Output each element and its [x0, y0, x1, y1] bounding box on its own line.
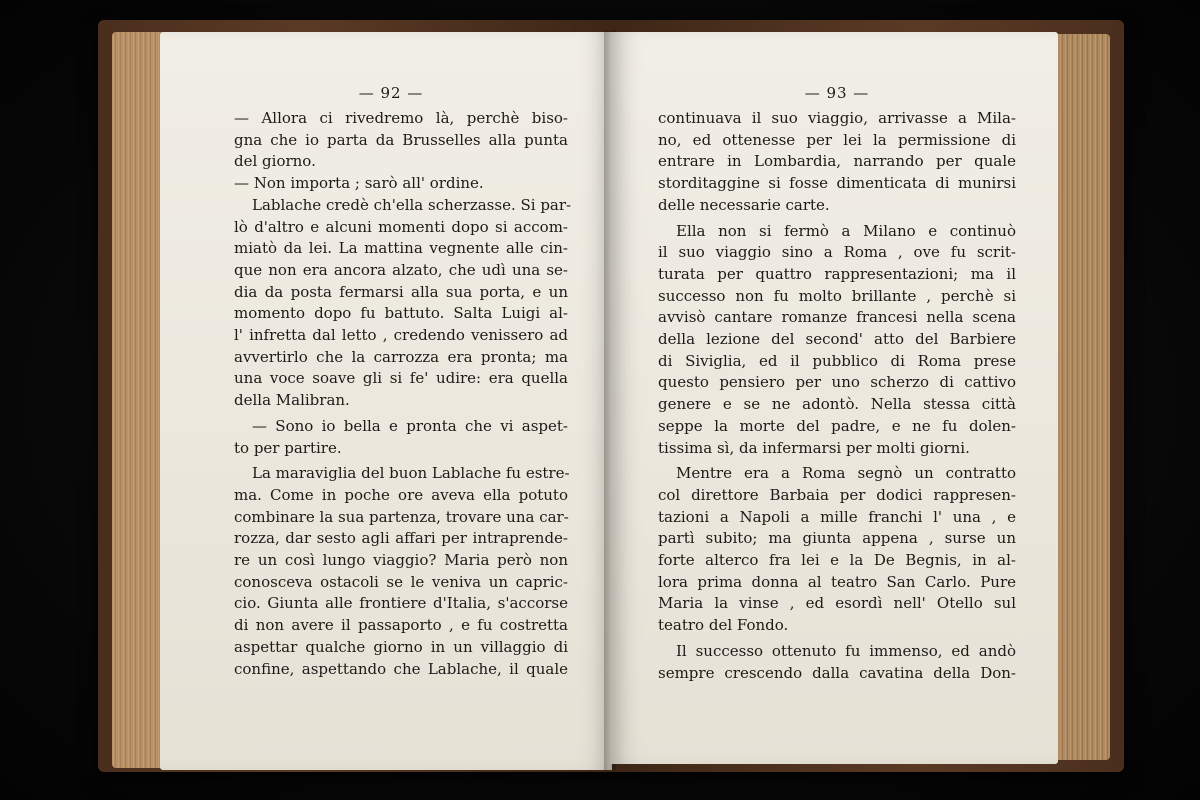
text-line: gna che io parta da Brusselles alla punta: [234, 130, 568, 149]
text-line: partì subito; ma giunta appena , surse un: [658, 529, 1016, 548]
text-line: entrare in Lombardia, narrando per quale: [658, 152, 1016, 171]
text-line: una voce soave gli si fe' udire: era quella: [234, 369, 568, 388]
text-line: ma. Come in poche ore aveva ella potuto: [234, 485, 568, 504]
text-line: Mentre era a Roma segnò un contratto: [676, 464, 1016, 483]
text-line: tazioni a Napoli a mille franchi l' una , e: [658, 507, 1016, 526]
text-line: delle necessarie carte.: [658, 195, 830, 214]
text-line: sempre crescendo dalla cavatina della Don-: [658, 663, 1016, 682]
text-line: conosceva ostacoli se le veniva un capric-: [234, 572, 568, 591]
text-line: lò d'altro e alcuni momenti dopo si accom-: [234, 217, 568, 236]
text-line: Ella non si fermò a Milano e continuò: [676, 221, 1016, 240]
left-page: [160, 32, 612, 770]
text-line: storditaggine si fosse dimenticata di munirsi: [658, 174, 1016, 193]
text-line: Il successo ottenuto fu immenso, ed andò: [676, 641, 1016, 660]
right-page-edges: [1054, 34, 1110, 760]
text-line: questo pensiero per uno scherzo di cattivo: [658, 373, 1016, 392]
text-line: tissima sì, da infermarsi per molti giorni.: [658, 438, 970, 457]
right-page: [610, 32, 1058, 764]
text-line: della lezione del second' atto del Barbiere: [658, 330, 1016, 349]
text-line: forte alterco fra lei e la De Begnis, in al-: [658, 551, 1016, 570]
text-line: dia da posta fermarsi alla sua porta, e un: [234, 282, 568, 301]
text-line: — Non importa ; sarò all' ordine.: [234, 174, 484, 193]
text-line: miatò da lei. La mattina vegnente alle cin-: [234, 239, 568, 258]
text-line: Lablache credè ch'ella scherzasse. Si par-: [252, 195, 572, 214]
text-line: rozza, dar sesto agli affari per intraprende-: [234, 529, 568, 548]
text-line: aspettar qualche giorno in un villaggio di: [234, 637, 568, 656]
text-line: re un così lungo viaggio? Maria però non: [234, 551, 568, 570]
text-line: turata per quattro rappresentazioni; ma il: [658, 264, 1016, 283]
left-page-number: — 92 —: [358, 84, 424, 102]
text-line: no, ed ottenesse per lei la permissione di: [658, 130, 1016, 149]
text-line: avvertirlo che la carrozza era pronta; ma: [234, 347, 568, 366]
text-line: confine, aspettando che Lablache, il quale: [234, 659, 568, 678]
text-line: to per partire.: [234, 438, 342, 457]
text-line: — Allora ci rivedremo là, perchè biso-: [234, 109, 568, 127]
text-line: combinare la sua partenza, trovare una car-: [234, 507, 569, 526]
text-line: lora prima donna al teatro San Carlo. Pure: [658, 572, 1016, 591]
text-line: genere e se ne adontò. Nella stessa città: [658, 395, 1016, 414]
text-line: seppe la morte del padre, e ne fu dolen-: [658, 416, 1016, 435]
text-line: di Siviglia, ed il pubblico di Roma prese: [658, 351, 1016, 370]
text-line: La maraviglia del buon Lablache fu estre-: [252, 464, 570, 483]
text-line: col direttore Barbaia per dodici rappresen-: [658, 485, 1016, 504]
text-line: il suo viaggio sino a Roma , ove fu scrit-: [658, 243, 1016, 262]
text-line: della Malibran.: [234, 391, 350, 410]
text-line: continuava il suo viaggio, arrivasse a Mila-: [658, 109, 1016, 127]
text-line: di non avere il passaporto , e fu costretta: [234, 616, 568, 635]
text-line: del giorno.: [234, 152, 316, 171]
text-line: — Sono io bella e pronta che vi aspet-: [252, 416, 568, 435]
text-line: Maria la vinse , ed esordì nell' Otello sul: [658, 594, 1016, 613]
text-line: teatro del Fondo.: [658, 616, 789, 635]
text-line: avvisò cantare romanze francesi nella scena: [658, 308, 1016, 327]
text-line: momento dopo fu battuto. Salta Luigi al-: [234, 304, 568, 323]
text-line: cio. Giunta alle frontiere d'Italia, s'accorse: [234, 594, 568, 613]
right-page-number: — 93 —: [804, 84, 870, 102]
text-line: l' infretta dal letto , credendo venissero ad: [234, 326, 568, 345]
text-line: que non era ancora alzato, che udì una se-: [234, 260, 568, 279]
text-line: successo non fu molto brillante , perchè si: [658, 286, 1016, 305]
